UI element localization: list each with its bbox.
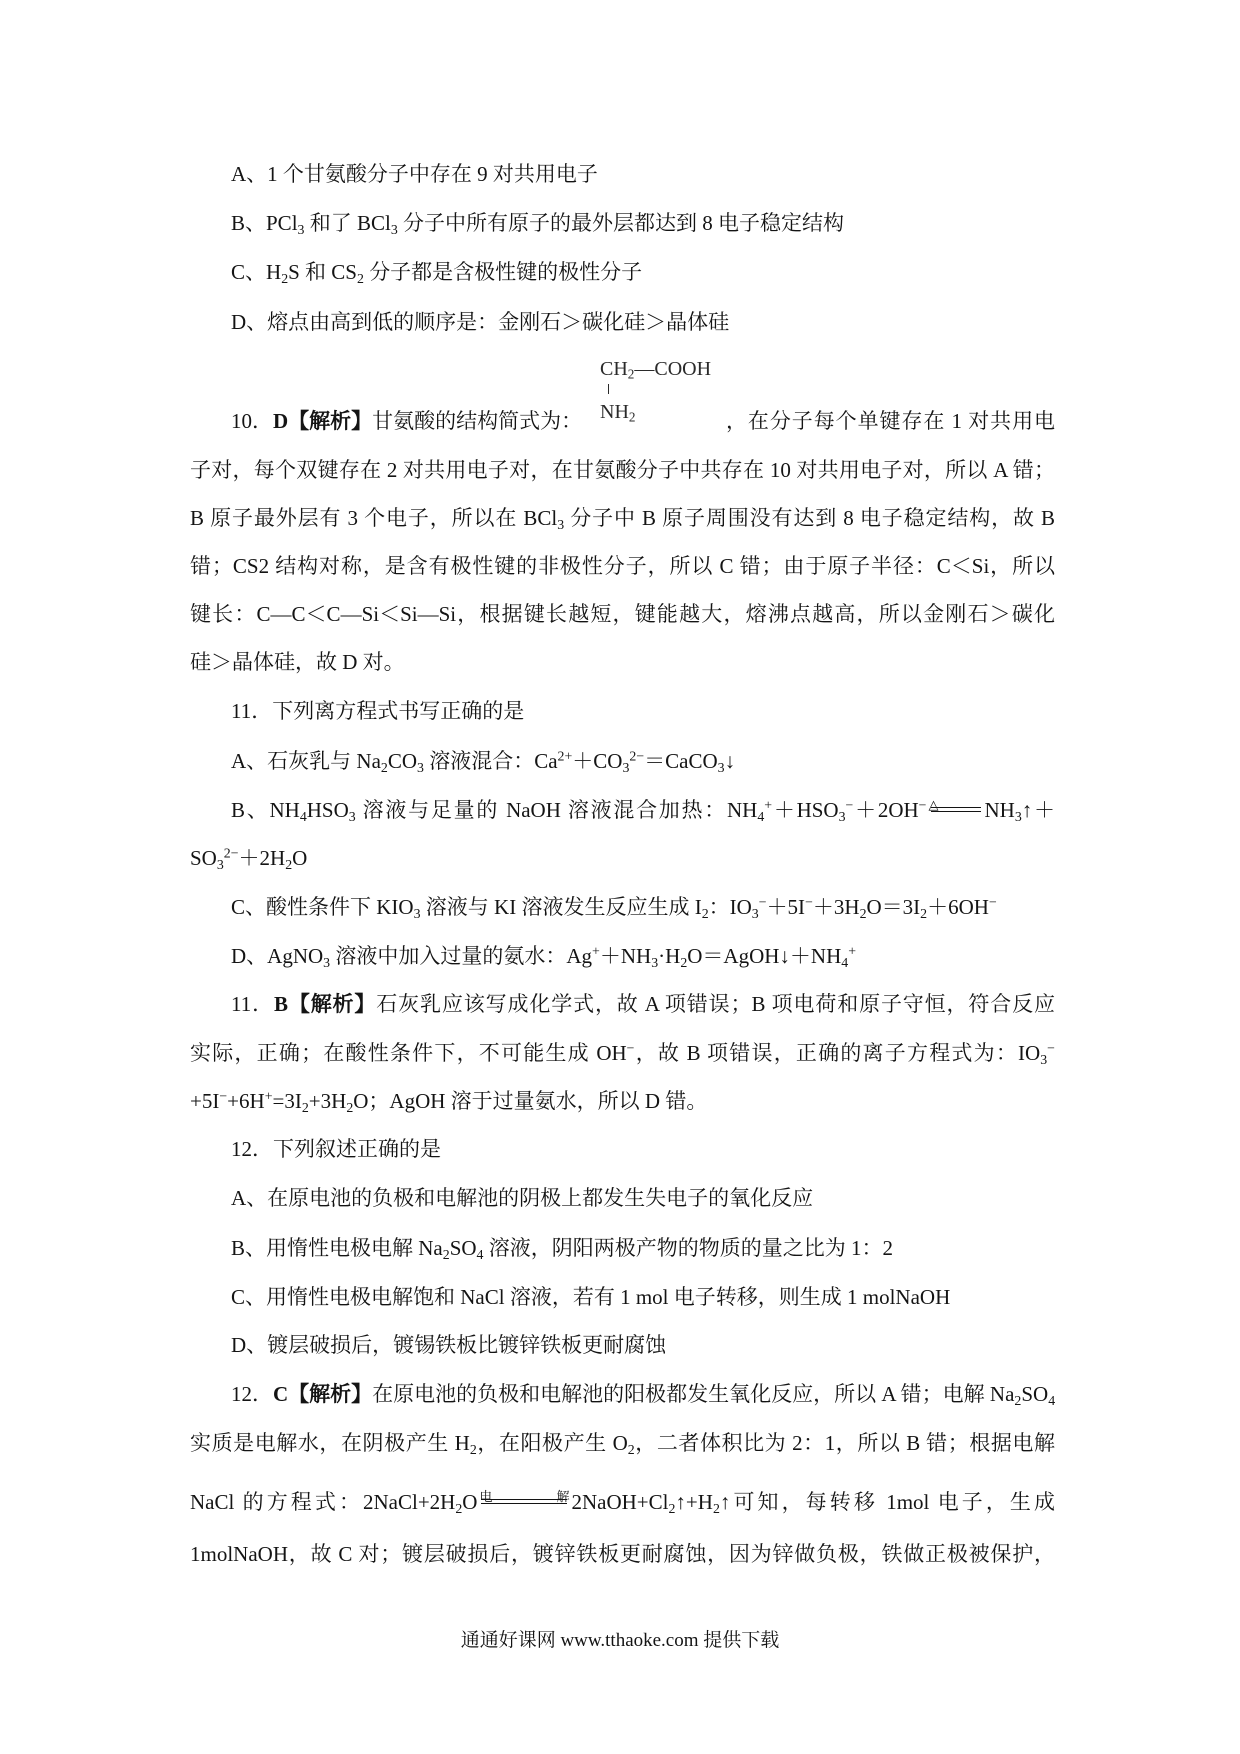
text-run: SO [1021, 1382, 1049, 1406]
formula-main-chain [600, 356, 711, 382]
text-run: ·H [658, 944, 681, 968]
text-run: A、石灰乳与 Na [231, 749, 381, 773]
subscript: 2 [668, 1500, 676, 1516]
q12-option-b [231, 1222, 1055, 1266]
subscript: 2 [469, 1441, 477, 1457]
text-run: 11． [231, 992, 274, 1016]
subscript: 3 [1014, 808, 1022, 824]
text-run: ，故 B 项错误，正确的离子方程式为：IO [634, 1041, 1041, 1065]
text-run: O＝3I [866, 895, 921, 919]
double-line-equals [481, 1499, 567, 1504]
answer-11-line-2 [190, 1027, 1055, 1071]
subscript: 2 [859, 905, 867, 921]
q11-option-c [231, 881, 1055, 925]
page-footer: 通通好课网 www.tthaoke.com 提供下载 [460, 1630, 780, 1651]
subscript: 2 [281, 270, 289, 286]
subscript: 3 [838, 808, 846, 824]
text-run: ＋2OH [853, 798, 919, 822]
text-run: O；AgOH 溶于过量氨水，所以 D 错。 [353, 1089, 708, 1113]
text-run: CH [600, 358, 628, 380]
text-run: 溶液与 KI 溶液发生反应生成 I [420, 895, 702, 919]
subscript: 3 [751, 905, 759, 921]
reaction-condition-arrow [929, 798, 983, 817]
q11-option-d [231, 930, 1055, 974]
text-run: ，在阳极产生 O [476, 1431, 628, 1455]
subscript: 2 [357, 270, 364, 286]
text-run: 溶液混合：Ca [423, 749, 558, 773]
subscript: 2 [920, 905, 928, 921]
subscript: 4 [299, 808, 307, 824]
subscript: 3 [557, 516, 565, 532]
text-run: 硅＞晶体硅，故 D 对。 [190, 650, 405, 674]
q12-option-d [231, 1319, 1055, 1363]
text-run: +6H [227, 1089, 265, 1113]
subscript: 3 [1040, 1051, 1048, 1067]
text-run: 2NaOH+Cl [571, 1490, 669, 1514]
text-run: 甘氨酸的结构简式为： [372, 409, 583, 433]
text-run: B、用惰性电极电解 Na [231, 1236, 443, 1260]
text-run: ↓ [724, 749, 736, 773]
reaction-condition-label: 电解 [479, 1489, 570, 1505]
subscript: 2 [1014, 1392, 1022, 1408]
text-run: O [292, 846, 308, 870]
text-run: ＋6OH [927, 895, 989, 919]
text-run: 实质是电解水，在阴极产生 H [190, 1431, 470, 1455]
text-run: C、用惰性电极电解饱和 NaCl 溶液，若有 1 mol 电子转移，则生成 1 molNaOH [231, 1285, 951, 1309]
subscript: 2 [712, 1500, 720, 1516]
text-run: ＋5I [766, 895, 806, 919]
text-run: A、1 个甘氨酸分子中存在 9 对共用电子 [231, 162, 598, 186]
superscript: − [918, 797, 927, 813]
q9-option-d [231, 296, 1055, 340]
subscript: 2 [701, 905, 709, 921]
text-run: 石灰乳应该写成化学式，故 A 项错误；B 项电荷和原子守恒，符合反应 [376, 992, 1055, 1016]
formula-amino-group [600, 399, 635, 425]
subscript: 2 [627, 1441, 635, 1457]
subscript: 4 [1048, 1392, 1055, 1408]
superscript: − [988, 894, 997, 910]
text-run: +5I [190, 1089, 220, 1113]
superscript: − [758, 894, 767, 910]
superscript: 2− [629, 748, 645, 764]
superscript: − [626, 1040, 635, 1056]
subscript: 4 [841, 954, 849, 970]
subscript: 2 [442, 1246, 450, 1262]
text-run: ＋CO [572, 749, 623, 773]
reaction-condition-label: △ [928, 797, 939, 813]
subscript: 3 [417, 759, 424, 775]
text-run: NaCl 的方程式：2NaCl+2H [190, 1490, 456, 1514]
text-run: 10． [231, 409, 273, 433]
text-run: C、H [231, 260, 282, 284]
reaction-condition-arrow [479, 1490, 569, 1509]
text-run: 和了 BCl [304, 211, 391, 235]
subscript: 3 [413, 905, 421, 921]
answer-12-line-1 [231, 1368, 1055, 1412]
subscript: 3 [390, 221, 398, 237]
superscript: − [1047, 1040, 1055, 1056]
q12-option-c [231, 1271, 1055, 1315]
answer-label: B【解析】 [273, 992, 377, 1016]
text-run: HSO [306, 798, 349, 822]
text-run: O [462, 1490, 478, 1514]
text-run: 12． [231, 1382, 273, 1406]
text-run: ↑＋ [1021, 798, 1055, 822]
q11-option-b-line-2 [190, 832, 1055, 876]
text-run: SO [190, 846, 217, 870]
text-run: 键长：C—C＜C—Si＜Si—Si，根据键长越短，键能越大，熔沸点越高，所以金刚石＞碳化 [190, 602, 1055, 626]
superscript: + [592, 943, 600, 959]
text-run: 1molNaOH，故 C 对；镀层破损后，镀锌铁板更耐腐蚀，因为锌做负极，铁做正极被保护， [190, 1542, 1055, 1566]
q12-stem [231, 1123, 1055, 1167]
text-run: 子对，每个双键存在 2 对共用电子对，在甘氨酸分子中共存在 10 对共用电子对，所以 A 错； [190, 458, 1055, 482]
text-run: 错；CS2 结构对称，是含有极性键的非极性分子，所以 C 错；由于原子半径：C＜Si，所以 [190, 554, 1055, 578]
answer-11-line-1 [231, 978, 1055, 1022]
text-run: NH [600, 401, 629, 423]
subscript: 3 [348, 808, 356, 824]
answer-12-line-4 [190, 1528, 1055, 1572]
superscript: + [264, 1088, 273, 1104]
text-run: ：IO [708, 895, 752, 919]
text-run: O＝AgOH↓＋NH [687, 944, 842, 968]
superscript: − [805, 894, 813, 910]
text-run: 溶液与足量的 NaOH 溶液混合加热：NH [355, 798, 758, 822]
text-run: NH [984, 798, 1015, 822]
q9-option-b [231, 197, 1055, 241]
subscript: 3 [216, 856, 224, 872]
text-run: B、PCl [231, 211, 298, 235]
subscript: 3 [323, 954, 331, 970]
superscript: − [219, 1088, 228, 1104]
text-run: SO [449, 1236, 477, 1260]
answer-11-line-3 [190, 1075, 1055, 1119]
text-run: 12．下列叙述正确的是 [231, 1137, 441, 1161]
q9-option-a [231, 148, 1055, 192]
answer-10-line-6 [190, 636, 1055, 680]
text-run: ＝CaCO [644, 749, 718, 773]
text-run: ＋HSO [772, 798, 839, 822]
glycine-structural-formula [600, 356, 730, 426]
text-run: =3I [272, 1089, 302, 1113]
text-run: 溶液中加入过量的氨水：Ag [330, 944, 593, 968]
subscript: 2 [346, 1099, 354, 1115]
subscript: 2 [627, 366, 635, 382]
q11-option-b-line-1 [231, 784, 1055, 828]
text-run: D、熔点由高到低的顺序是：金刚石＞碳化硅＞晶体硅 [231, 310, 730, 334]
q11-stem [231, 685, 1055, 729]
formula-single-bond [608, 384, 609, 394]
subscript: 2 [301, 1099, 309, 1115]
superscript: 2+ [557, 748, 573, 764]
subscript: 3 [651, 954, 659, 970]
text-run: S 和 CS [288, 260, 357, 284]
subscript: 4 [757, 808, 765, 824]
text-run: C、酸性条件下 KIO [231, 895, 414, 919]
text-run: A、在原电池的负极和电解池的阴极上都发生失电子的氧化反应 [231, 1186, 814, 1210]
subscript: 4 [476, 1246, 484, 1262]
text-run: B、NH [231, 798, 300, 822]
superscript: − [845, 797, 854, 813]
text-run: 实际，正确；在酸性条件下，不可能生成 OH [190, 1041, 627, 1065]
answer-10-line-2 [190, 444, 1055, 488]
text-run: 溶液，阴阳两极产物的物质的量之比为 1：2 [483, 1236, 893, 1260]
text-run: +3H [308, 1089, 347, 1113]
answer-label: C【解析】 [273, 1382, 373, 1406]
q9-option-c [231, 246, 1055, 290]
text-run: ，在分子每个单键存在 1 对共用电 [726, 409, 1055, 433]
text-run: 分子中所有原子的最外层都达到 8 电子稳定结构 [397, 211, 845, 235]
subscript: 3 [622, 759, 630, 775]
answer-10-line-3 [190, 492, 1055, 536]
q12-option-a [231, 1172, 1055, 1216]
text-run: D、AgNO [231, 944, 324, 968]
text-run: ＋2H [238, 846, 286, 870]
text-run: ↑可知，每转移 1mol 电子，生成 [719, 1490, 1055, 1514]
text-run: B 原子最外层有 3 个电子，所以在 BCl [190, 506, 558, 530]
text-run: 分子中 B 原子周围没有达到 8 电子稳定结构，故 B [564, 506, 1055, 530]
text-run: D、镀层破损后，镀锡铁板比镀锌铁板更耐腐蚀 [231, 1333, 667, 1357]
subscript: 2 [285, 856, 293, 872]
subscript: 3 [297, 221, 305, 237]
text-run: ＋3H [812, 895, 860, 919]
q11-option-a [231, 735, 1055, 779]
subscript: 2 [628, 409, 636, 425]
text-run: 11．下列离方程式书写正确的是 [231, 699, 525, 723]
superscript: 2− [223, 845, 239, 861]
subscript: 2 [455, 1500, 463, 1516]
subscript: 3 [717, 759, 725, 775]
superscript: + [848, 943, 857, 959]
answer-10-line-1-lead [231, 395, 597, 439]
answer-12-line-2 [190, 1417, 1055, 1461]
answer-10-line-4 [190, 540, 1055, 584]
text-run: —COOH [634, 358, 712, 380]
text-run: CO [387, 749, 418, 773]
answer-12-line-3 [190, 1476, 1055, 1520]
text-run: ＋NH [599, 944, 652, 968]
answer-10-line-1-tail [726, 395, 1055, 439]
double-line-equals [931, 807, 981, 812]
answer-10-line-5 [190, 588, 1055, 632]
text-run: 分子都是含极性键的极性分子 [363, 260, 643, 284]
subscript: 2 [680, 954, 688, 970]
subscript: 2 [380, 759, 388, 775]
superscript: + [764, 797, 773, 813]
answer-label: D【解析】 [273, 409, 373, 433]
text-run: ，二者体积比为 2：1，所以 B 错；根据电解 [634, 1431, 1055, 1455]
text-run: ↑+H [675, 1490, 713, 1514]
text-run: 在原电池的负极和电解池的阳极都发生氧化反应，所以 A 错；电解 Na [372, 1382, 1015, 1406]
